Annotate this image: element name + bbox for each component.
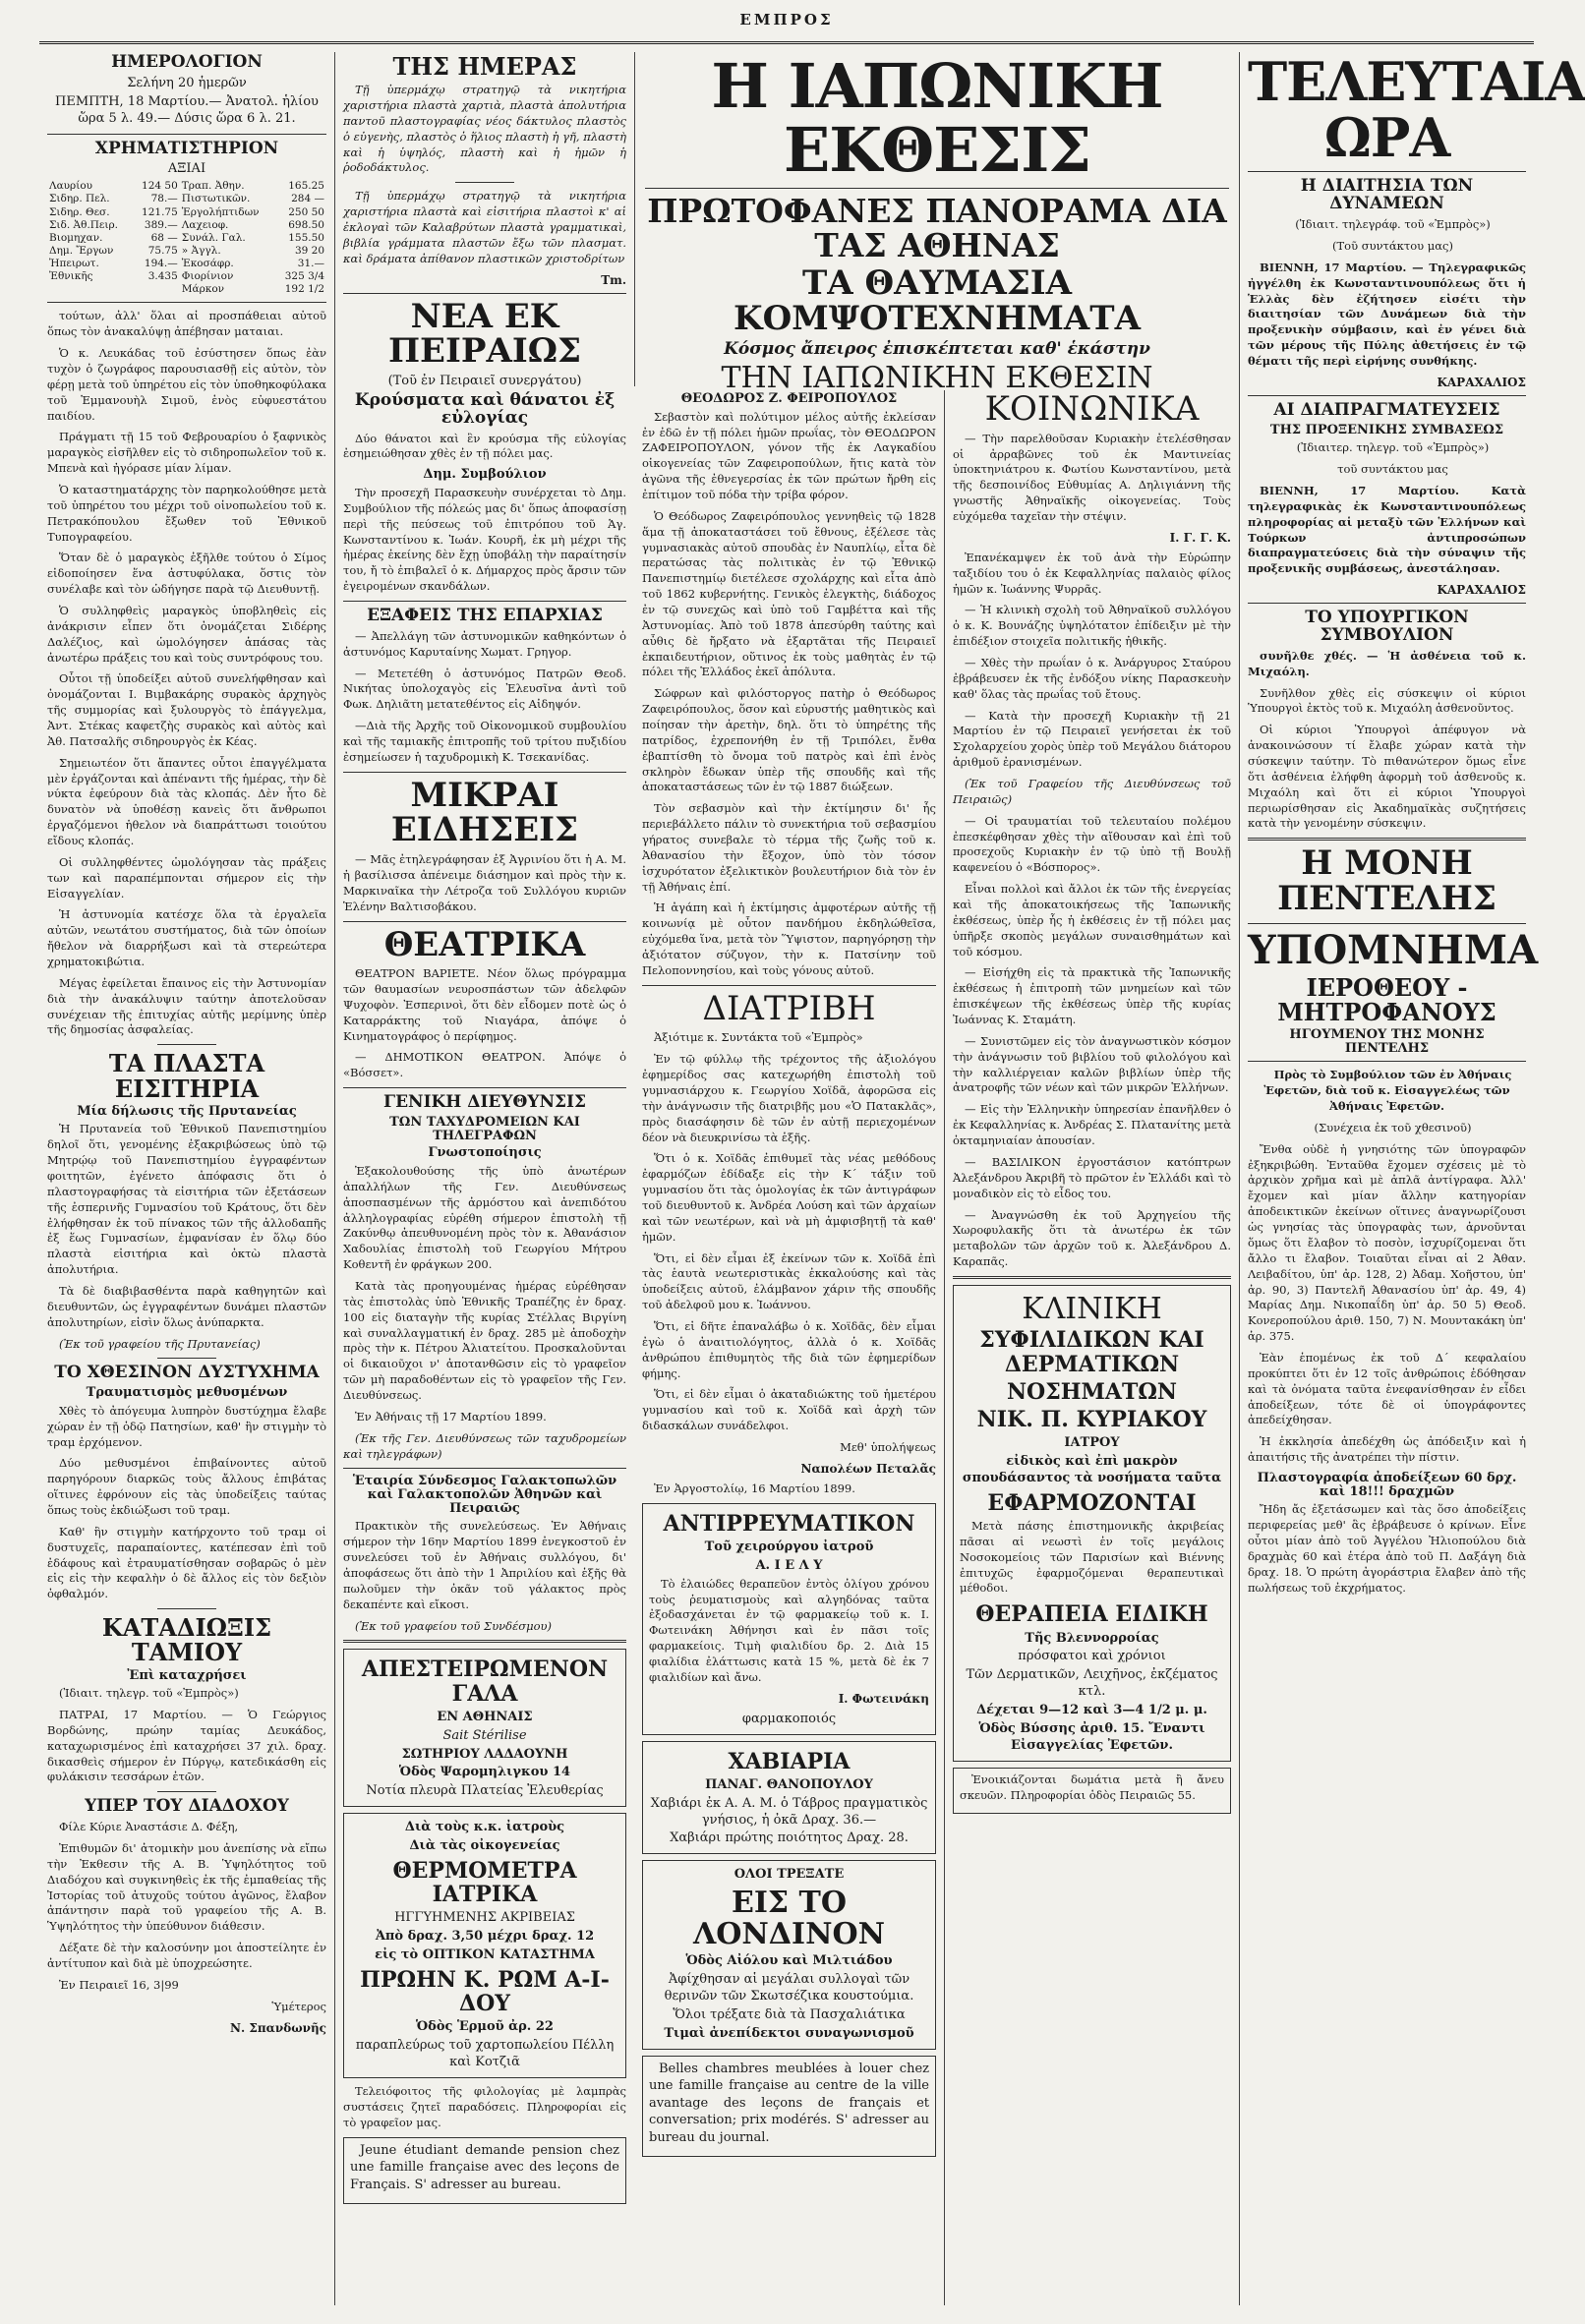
headline: ΜΙΚΡΑΙ ΕΙΔΗΣΕΙΣ <box>390 775 579 850</box>
divider <box>1248 1061 1526 1062</box>
ad-line: ΠΑΝΑΓ. ΘΑΝΟΠΟΥΛΟΥ <box>705 1776 873 1792</box>
divider <box>642 985 936 986</box>
article-paragraph: Ὁ κ. Λευκάδας τοῦ ἐσύστησεν ὅπως ἐὰν τυχὸν ὁ ζωγράφος παρουσιασθῇ εἰς αὐτὸν, τὸν φέρῃ μετὰ τοῦ ὑπηρέτου εἰς τὸν ὑποθηκοφύλακα τοῦ Ἑμμανουὴλ Σιμοῦ, ἑνὸς εὐφυεστάτου παιδίου. <box>47 346 326 423</box>
cell <box>47 283 133 296</box>
subheadline: Κρούσματα καὶ θάνατοι ἐξ εὐλογίας <box>354 389 616 428</box>
cell: 3.435 <box>147 270 178 283</box>
cell: Σιδηρ. Θεσ. <box>49 205 110 218</box>
banner-title: Η ΙΑΠΩΝΙΚΗ ΕΚΘΕΣΙΣ <box>711 50 1163 187</box>
headline: ΚΟΙΝΩΝΙΚΑ <box>984 389 1200 429</box>
ad-title: ΑΠΕΣΤΕΙΡΩΜΕΝΟΝ ΓΑΛΑ <box>361 1656 609 1707</box>
ad-line: Ἀπὸ δραχ. 3,50 μέχρι δραχ. 12 <box>375 1929 595 1945</box>
cell: 31.— <box>297 258 324 269</box>
table-row <box>47 258 326 270</box>
article-paragraph: Ἀξιότιμε κ. Συντάκτα τοῦ «Ἐμπρὸς» <box>654 1030 863 1045</box>
cell: 194.— <box>144 258 178 269</box>
headline: ΙΕΡΟΘΕΟΥ - ΜΗΤΡΟΦΑΝΟΥΣ <box>1277 972 1497 1026</box>
article-paragraph: Πρακτικὸν τῆς συνελεύσεως. Ἐν Ἀθήναις σήμερον τὴν 16ην Μαρτίου 1899 ἐνεγκοστοῦ ἐν συνελεύσει τοῦ ἐν Ἀθήναις συλλόγου, δι' ἀποφάσεως ὅτι ἀπὸ τὴν 1 Ἀπριλίου καὶ ἑξῆς θὰ πωλοῦμεν τὴν ὀκᾶν τοῦ γάλακτος πρὸς δεκαπέντε καὶ εἴκοσι. <box>343 1519 626 1611</box>
article-paragraph: (Συνέχεια ἐκ τοῦ χθεσινοῦ) <box>1314 1120 1472 1134</box>
article-paragraph: Ἡ Πρυτανεία τοῦ Ἐθνικοῦ Πανεπιστημίου δηλοῖ ὅτι, γενομένης ἐξακριβώσεως ὑπὸ τῷ Μητρῴῳ τοῦ Πανεπιστημίου ἐγγραφέντων φοιτητῶν, ἐγένετο ἀπόφασις ὅτι ὁ πλαστογραφήσας τὰ εἰσιτήρια τῶν ἐξετάσεων τῆς ἐσπερινῆς Γυμνασίου τοῦ Κράτους, ὅτι δὲν ἐλήφθησαν ἐκ τοῦ πίνακος τῶν τῆς ἀλλοδαπῆς ἐξ ἕως Γυμνασίων, ἐμφανίσαν ἐν ὅλῳ δύο πλαστὰ εἰσιτήρια καὶ ὀκτὼ πλαστὰ ἀπολυτήρια. <box>47 1122 326 1277</box>
table-row <box>47 206 326 219</box>
subheadline: Γνωστοποίησις <box>428 1145 542 1161</box>
article-paragraph: —Διὰ τῆς Ἀρχῆς τοῦ Οἰκονομικοῦ συμβουλίου καὶ τῆς ταμιακῆς ἐπιτροπῆς τοῦ τρίτου πυξιδίου ἐσημείωσεν ἡ ταχυδρομικὴ Κ. Τσεκανίδας. <box>343 719 626 764</box>
ad-line: Διὰ τοὺς κ.κ. ἰατροὺς <box>404 1820 565 1835</box>
headline: ΕΞΑΦΕΙΣ ΤΗΣ ΕΠΑΡΧΙΑΣ <box>367 605 603 625</box>
headline: ΘΕΑΤΡΙΚΑ <box>383 924 586 964</box>
cell: Φιορίνιον <box>181 270 234 283</box>
cell: Βιομηχαν. <box>49 231 103 244</box>
article-paragraph: Κατὰ τὰς προηγουμένας ἡμέρας εὑρέθησαν τὰς ἐπιστολὰς ὑπὸ Ἐθνικῆς Τραπέζης ἐν δραχ. 100 εἰς διαταγὴν τῆς κυρίας Στέλλας Βιργίνη καὶ συναλλαγματική ἐν δραχ. 285 μὲ ἀποδοχὴν πρὸς τὴν κ. Πέτρου Ἀλιατείτου. Προσκαλοῦνται οἱ δικαιοῦχοι ν' ἀποτανθῶσιν εἰς τὸ γραφεῖον τῶν μὴ παραδοθέντων εἰς τὸ γραφεῖον τῆς Γεν. Διευθύνσεως. <box>343 1278 626 1402</box>
signature: ΚΑΡΑΧΑΛΙΟΣ <box>1437 375 1526 389</box>
article-paragraph: (Τοῦ συντάκτου μας) <box>1332 238 1453 253</box>
article-paragraph: Τὰ δὲ διαβιβασθέντα παρὰ καθηγητῶν καὶ διευθυντῶν, ὡς ἐγγραφέντων δυνάμει πλαστῶν ἀπολυτηρίων, εἰσὶν ὅλως ἀνύπαρκτα. <box>47 1283 326 1329</box>
headline: Η ΔΙΑΙΤΗΣΙΑ ΤΩΝ ΔΥΝΑΜΕΩΝ <box>1300 176 1474 214</box>
subheadline: Δημ. Συμβούλιον <box>423 467 547 483</box>
article-paragraph: Φίλε Κύριε Ἀναστάσιε Δ. Φέξη, <box>59 1820 239 1834</box>
classified-ad: Jeune étudiant demande pension chez une famille française avec des leçons de Français. S' adresser au bureau. <box>350 2142 619 2192</box>
ad-title: ΕΙΣ ΤΟ ΛΟΝΔΙΝΟΝ <box>692 1886 886 1951</box>
headline-last-hour: ΤΕΛΕΥΤΑΙΑ ΩΡΑ <box>1248 50 1585 169</box>
divider <box>157 1791 216 1792</box>
cell: Ἐθνικῆς <box>49 270 93 283</box>
article-paragraph: τούτων, ἀλλ' ὅλαι αἱ προσπάθειαι αὐτοῦ ὅπως τὸν ἀνακαλύψῃ ἀπέβησαν ματαιαι. <box>47 309 326 339</box>
article-paragraph: Ὅτι, εἰ δὲν εἶμαι ὁ ἀκαταδιώκτης τοῦ ἡμετέρου γυμνασίου καὶ τοῦ κ. Χοϊδᾶ καὶ ἀρχὴ τῶν διδασκάλων συνάδελφοι. <box>642 1387 936 1433</box>
article-paragraph: — Οἱ τραυματίαι τοῦ τελευταίου πολέμου ἐπεσκέφθησαν χθὲς τὴν αἴθουσαν καὶ ἐπὶ τοῦ προσεχοῦς Κυριακὴν ἐν τῷ ὑπὸ τῇ Βουλῇ καφενείου ὁ «Βόσπορος». <box>953 813 1231 875</box>
article-paragraph: Σώφρων καὶ φιλόστοργος πατὴρ ὁ Θεόδωρος Ζαφειρόπουλος, ὅσον καὶ εὐρυστής μαθητικὸς καὶ ποίησαν τὴν ἀρετὴν, δηλ. ὅτι τὸ ὑπηρέτης τῆς πατρίδος, ἐχρεπονήθη ἐν τῇ Τριπόλει, ἔνθα ἐβαπτίσθη τὸ ὄνομα τοῦ πατρὸς καὶ ἐπὶ ἐνὸς σκληρὸν ἔδωκαν ὑπὲρ τῆς σπουδῆς καὶ τῆς ἀποκαταστάσεως τῶν ἐν τῷ 1887 διώξεων. <box>642 686 936 794</box>
article-paragraph: Ἔνθα οὐδὲ ἡ γνησιότης τῶν ὑπογραφῶν ἐξηκριβώθη. Ἐνταῦθα ἔχομεν σχέσεις μὲ τὸ ἀρχικὸν χρῆμα καὶ μὲ ἀπλᾶ ἀντίγραφα. Ἀλλ' ἔχομεν καὶ μίαν ἄλλην κατηγορίαν ἀποδεικτικῶν ἐκείνων οἵτινες ἀναγνωρίζουσι ὡς γνησίας τὰς ὑπογραφὰς των, ἀρνοῦνται ὅμως ὅτι ἔλαβον τὸ ποσὸν, ἰσχυρίζομεναι ὅτι ἄλλο τι ἔλαβον. Τοιαῦται εἶναι αἱ 2 Ἀθαν. Λειβαδίτου, ὑπ' ἀρ. 128, 2) Ἀδαμ. Χοῆστου, ὑπ' ἀρ. 90, 3) Παντελῆ Ἀθανασίου ὑπ' ἀρ. 49, 4) Μαρίας Δημ. Νικοπαΐδη ὑπ' ἀρ. 50 5) Θεοδ. Κονεροπούλου ἀριθ. 150, 7) Ν. Μουντακάκη ὑπ' ἀρ. 375. <box>1248 1141 1526 1344</box>
ad-line: ΙΑΤΡΟΥ <box>1064 1435 1120 1451</box>
article-paragraph: Δύο μεθυσμένοι ἐπιβαίνοντες αὐτοῦ παρηγόρουν διαρκῶς τοὺς ἄλλους ἐπιβάτας οἵτινες ἐφρόνουν εἰς τὰς ὑποδείξεις ταύτας ὅπως τοὺς ἐκδιώξωσι τοῦ τραμ. <box>47 1456 326 1518</box>
divider <box>1248 171 1526 172</box>
headline: ΘΕΟΔΩΡΟΣ Ζ. ΦΕΙΡΟΠΟΥΛΟΣ <box>680 391 898 406</box>
article-paragraph: Ἐν Ἀργοστολίῳ, 16 Μαρτίου 1899. <box>654 1481 855 1495</box>
ad-line: Τιμαὶ ἀνεπίδεκτοι συναγωνισμοῦ <box>664 2025 914 2041</box>
exchange-sub: ΑΞΙΑΙ <box>167 161 206 177</box>
divider <box>1248 923 1526 924</box>
ad-line: ΟΛΟΙ ΤΡΕΞΑΤΕ <box>734 1867 845 1883</box>
cell: 155.50 <box>288 231 324 244</box>
article-paragraph: Ἡ ἀστυνομία κατέσχε ὅλα τὰ ἐργαλεῖα αὐτῶν, νεωτάτου συστήματος, διὰ τῶν ὁποίων ἤθελον νὰ διαρρήξωσι καὶ τὰ στερεώτερα χρηματοκιβώτια. <box>47 907 326 969</box>
cell: » Ἀγγλ. <box>181 244 221 257</box>
headline: ΤΩΝ ΤΑΧΥΔΡΟΜΕΙΩΝ ΚΑΙ ΤΗΛΕΓΡΑΦΩΝ <box>389 1115 580 1143</box>
article-paragraph: (Ἰδιαιτ. τηλεγρ. τοῦ «Ἐμπρὸς») <box>59 1686 239 1701</box>
article-paragraph: ΠΑΤΡΑΙ, 17 Μαρτίου. — Ὁ Γεώργιος Βορδώνης, πρώην ταμίας Δευκάδος, καταχωρισμένος ἐπὶ καταχρήσει 37 χιλ. δραχ. δικασθεὶς σήμερον ἐν Πύργῳ, κατεδικάσθη εἰς φυλάκισιν τεσσάρων ἐτῶν. <box>47 1708 326 1784</box>
column-1 <box>39 52 334 2305</box>
article-paragraph: Ἐξακολουθούσης τῆς ὑπὸ ἀνωτέρων ἀπαλλήλων τῆς Γεν. Διευθύνσεως ἀποσπασμένων τῆς ἀρμόστου καὶ ἀνεπιδότου ἀλληλογραφίας εὑρέθη σήμερον ἐπιστολὴ τῇ Ζακύνθῳ ἀπευθυνομένη πρὸς τὸν κ. Ἀθανάσιον Χαδουλίας ἐπιστολὴ τοῦ Γεωργίου Μήτρου Κοθεντῆ ἐν φράγκων 200. <box>343 1163 626 1272</box>
divider <box>1248 395 1526 396</box>
article-paragraph: — Χθὲς τὴν πρωΐαν ὁ κ. Ἀνάργυρος Σταύρου ἐβράβευσεν ἐκ τῆς ἐνδόξου νίκης Παρασκευὴν καθ' ὅλας τὰς πρωΐας τοῦ ἔτους. <box>953 656 1231 701</box>
article-paragraph: Ὅτι ὁ κ. Χοϊδᾶς ἐπιθυμεῖ τὰς νέας μεθόδους ἐφαρμόζων ἐδίδαξε εἰς τὴν Κ΄ τάξιν τοῦ γυμνασίου ὅτι τὰς ὁμολογίας ἐκ τῶν ἀντιγράφων τοῦ διευθυντοῦ κ. Ἀνδρέα Λούση καὶ τῶν ἀρχαίων καὶ τῶν νεωτέρων, καὶ νὰ μὴ ἀμφισβητῇ τὰ καθ' ἡμῶν. <box>642 1151 936 1244</box>
signature: Ι. Γ. Γ. Κ. <box>1169 530 1231 545</box>
column-5 <box>1239 50 1585 2305</box>
divider <box>157 1358 216 1359</box>
ad-line: Ὁδὸς Βύσσης ἀριθ. 15. Ἔναντι Εἰσαγγελίας Ἐφετῶν. <box>978 1720 1205 1753</box>
headline: ΝΕΑ ΕΚ ΠΕΙΡΑΙΩΣ <box>387 296 582 372</box>
headline: ΓΕΝΙΚΗ ΔΙΕΥΘΥΝΣΙΣ <box>383 1092 586 1113</box>
subheadline: ΗΓΟΥΜΕΝΟΥ ΤΗΣ ΜΟΝΗΣ ΠΕΝΤΕΛΗΣ <box>1289 1027 1485 1056</box>
article-paragraph: Ἐπιθυμῶν δι' ἀτομικὴν μου ἀνεπίσης νὰ εἴπω τὴν Ἐκθεσιν τῆς Α. Β. Ὑψηλότητος τοῦ Διαδόχου καὶ συγκινηθεὶς ἐκ τῆς ἐμπαθείας τῆς Ἰστορίας τοῦ ἀτυχοῦς τούτου ἀγῶνος, ἔλαβον ἀπάντησιν παρὰ τοῦ γραφείου τῆς Α. Β. Ὑψηλότητος τὴν ὑπεύθυνον διάθεσιν. <box>47 1841 326 1934</box>
article-paragraph: — Συνιστῶμεν εἰς τὸν ἀναγνωστικὸν κόσμον τὴν ἀνάγνωσιν τοῦ βιβλίου τοῦ φιλολόγου καὶ τὴν καλλιέργειαν καλῶν βιβλίων ὑπὲρ τῆς ἀνατροφῆς τῶν νέων καὶ τῶν μικρῶν Ἑλλήνων. <box>953 1033 1231 1095</box>
cell: 165.25 <box>288 180 324 193</box>
classified-ad-french <box>642 2056 936 2158</box>
ad-line: ΠΡΩΗΝ Κ. ΡΩΜ Α-Ι-ΔΟΥ <box>360 1967 610 2017</box>
headline: ΔΙΑΤΡΙΒΗ <box>702 988 876 1028</box>
headline: ΤΗΣ ΗΜΕΡΑΣ <box>392 52 577 81</box>
article-paragraph: Ἐν τῷ φύλλῳ τῆς τρέχοντος τῆς ἀξιολόγου ἐφημερίδος σας κατεχωρήθη ἐπιστολὴ τοῦ γυμνασιάρχου κ. Γεωργίου Χοϊδᾶ, ἀφορῶσα εἰς τὴν ἀνάγνωσιν τῆς διατριβῆς μου «Ὁ Πατακλᾶς», πρὸς διασάφησιν δὲ τῶν ἐν αὐτῇ περιεχομένων δέον νὰ διευκρινίσω τὰ ἑξῆς. <box>642 1052 936 1144</box>
divider <box>343 1468 626 1469</box>
exchange-title: ΧΡΗΜΑΤΙΣΤΗΡΙΟΝ <box>94 138 279 158</box>
cell: Πιστωτικῶν. <box>181 193 251 205</box>
article-paragraph: (Ἐκ τοῦ γραφείου τοῦ Συνδέσμου) <box>355 1618 552 1633</box>
article-paragraph: Ἐν Πειραιεῖ 16, 3|99 <box>59 1977 179 1992</box>
cell: 68 — <box>150 231 178 244</box>
headline: ΤΟ ΥΠΟΥΡΓΙΚΟΝ ΣΥΜΒΟΥΛΙΟΝ <box>1305 608 1469 645</box>
ad-line: Τῆς Βλεννορροίας <box>1025 1630 1159 1646</box>
article-paragraph: Ὁ καταστηματάρχης τὸν παρηκολούθησε μετὰ τοῦ ὑπηρέτου του μέχρι τοῦ οἰνοπωλείου τοῦ κ. Πετρακόπουλου ἔξωθεν τοῦ Ἐθνικοῦ Τυπογραφείου. <box>47 482 326 544</box>
ad-line: πρόσφατοι καὶ χρόνιοι <box>1018 1649 1166 1664</box>
article-paragraph: Ἐπανέκαμψεν ἐκ τοῦ ἀνὰ τὴν Εὐρώπην ταξιδίου του ὁ ἐκ Κεφαλληνίας παλαιὸς φίλος ἡμῶν κ. Ἰωάννης Ψυρρᾶς. <box>953 550 1231 596</box>
cell: 284 — <box>291 193 324 205</box>
article-paragraph: Μέγας ἐφείλεται ἔπαινος εἰς τὴν Ἀστυνομίαν διὰ τὴν ἀνακάλυψιν ταύτην ἀποτελοῦσαν συνέχειαν τῆς ἐπιτυχίας αὐτῆς μερίμνης ὑπὲρ τῆς δημοσίας ἀσφαλείας. <box>47 975 326 1037</box>
article-paragraph: — Ἡ κλινικὴ σχολὴ τοῦ Ἀθηναϊκοῦ συλλόγου ὁ κ. Κ. Βουνάζης ὑψηλότατον ἐπίδειξιν μὲ τὴν ἐπιδέξιον στοιχεῖα πολιτικῆς ἠθικῆς. <box>953 603 1231 649</box>
headline: ΤΑ ΠΛΑΣΤΑ ΕΙΣΙΤΗΡΙΑ <box>108 1049 265 1103</box>
divider <box>47 134 326 135</box>
subheadline: Πλαστογραφία ἀποδείξεων 60 δρχ. καὶ 18!!! δραχμῶν <box>1257 1470 1517 1499</box>
article-paragraph: — Τὴν παρελθοῦσαν Κυριακὴν ἐτελέσθησαν οἱ ἀρραβῶνες τοῦ ἐκ Μαντινείας ὑποκτηνιάτρου κ. Φωτίου Κωνσταντίνου, μετὰ τῆς δεσποινίδος Εὐθυμίας Α. Δηλιγιάννη τῆς γνωστῆς Ἀθηναϊκῆς οἰκογενείας. Τοὺς εὐχόμεθα ταχεῖαν τὴν στέψιν. <box>953 431 1231 523</box>
advertisement-london-store <box>642 1860 936 2049</box>
ad-line: ΣΩΤΗΡΙΟΥ ΛΑΔΑΟΥΝΗ <box>401 1746 568 1762</box>
table-row <box>47 283 326 296</box>
advertisement-milk <box>343 1649 626 1807</box>
article-paragraph: συνῆλθε χθές. — Ἡ ἀσθένεια τοῦ κ. Μιχαόλη. <box>1248 648 1526 678</box>
article-paragraph: Ὅταν δὲ ὁ μαραγκὸς ἐξῆλθε τούτου ὁ Σίμος εἰδοποίησεν ἕνα ἀστυφύλακα, ὅστις τὸν συνέλαβε καὶ τὸν ὡδήγησε παρὰ τῷ Διευθυντῇ. <box>47 551 326 597</box>
article-paragraph: Ὅτι, εἰ δῆτε ἐπαναλάβω ὁ κ. Χοϊδᾶς, δὲν εἶμαι ἐγὼ ὁ ἀναιτιολόγητος, ἀλλὰ ὁ κ. Χοϊδᾶς ἀνθρώπου ἐπιθυμητὸς τῆς διὰ τῶν ἐφημερίδων φήμης. <box>642 1319 936 1380</box>
article-paragraph: — Ἀπελλάγη τῶν ἀστυνομικῶν καθηκόντων ὁ ἀστυνόμος Καρυταίνης Χωματ. Γρηγορ. <box>343 628 626 659</box>
ad-line: παραπλεύρως τοῦ χαρτοπωλείου Πέλλη καὶ Κοτζιᾶ <box>355 2038 615 2070</box>
advertisement-caviar <box>642 1741 936 1855</box>
article-paragraph: — Μετετέθη ὁ ἀστυνόμος Πατρῶν Θεοδ. Νικήτας ὑπολοχαγὸς εἰς Ἐλευσῖνα ἀντὶ τοῦ Φωκ. Δηλιᾶτη μετατεθέντος εἰς Αἰδηψόν. <box>343 666 626 712</box>
article-paragraph: Ὁ Θεόδωρος Ζαφειρόπουλος γεννηθεὶς τῷ 1828 ἅμα τῇ ἀποκαταστάσει τοῦ ἔθνους, ἐξέλεσε τὰς γυμνασιακὰς αὐτοῦ σπουδὰς ἐν Ναυπλίῳ, εἶτα δὲ περατώσας τὰς πολιτικὰς ἐν τῷ Ἐθνικῷ Πανεπιστημίῳ διετέλεσε σχολάρχης καὶ εἶτα ἀπὸ τοῦ 1862 κυβερνήτης. Γενικὸς ἐλεγκτὴς, διάδοχος ἐν τῷ συνεχῶς καὶ ὑπὸ τοῦ Γαμβέττα καὶ τῆς Ἀστυνομίας. Ἀπὸ τοῦ 1878 ἀπεσύρθη ταύτης καὶ αὖθις δὲ ἤρξατο νὰ ἐξαρτᾶται τῆς Πειραιεῖ ἐκπαιδευτήριον, οὕτινος ἐκ τοὺς μαθητὰς ἐν τῷ πόλει τῆς Ἑλλάδος ἐκεῖ ἀπόλυτα. <box>642 508 936 679</box>
article-paragraph: — ΒΑΣΙΛΙΚΟΝ ἐργοστάσιον κατόπτρων Ἀλεξάνδρου Ἀκριβῆ τὸ πρῶτον ἐν Ἑλλάδι καὶ τὸ μοναδικὸν εἰς τὸ εἶδος του. <box>953 1154 1231 1200</box>
ad-line: Τοῦ χειρούργου ἰατροῦ <box>704 1539 874 1554</box>
divider <box>343 601 626 602</box>
signature: Ναπολέων Πεταλᾶς <box>800 1461 936 1476</box>
ad-text: Μετὰ πάσης ἐπιστημονικῆς ἀκριβείας πᾶσαι αἱ νεωστὶ ἐν τοῖς μεγάλοις Νοσοκομείοις τῶν Παρισίων καὶ Βιέννης ἐπιτυχῶς ἐφαρμοζόμεναι θεραπευτικαὶ μέθοδοι. <box>960 1519 1224 1596</box>
classified-ad: Τελειόφοιτος τῆς φιλολογίας μὲ λαμπρὰς συστάσεις ζητεῖ παραδόσεις. Πληροφορίαι εἰς τὸ γραφεῖον μας. <box>343 2084 626 2129</box>
article-paragraph: Σεβαστὸν καὶ πολύτιμον μέλος αὐτῆς ἐκλείσαν ἐν ἐδῶ ἐν τῇ πόλει ἡμῶν πρωΐας, τὸν ΘΕΟΔΩΡΟΝ ΖΑΦΕΙΡΟΠΟΥΛΟΝ, γόνον τῆς ἐκ Λαγκαδίου οἰκογενείας τῶν Ζαφειροπούλων, ἥτις κατὰ τὸν ἀγῶνα τῆς ἐθνεγερσίας ἐκ τῶν πρώτων ἤρθη εἰς ἐπίτιμον τοῦ πόδα τὴν τρίβα φόρον. <box>642 409 936 501</box>
calendar-line: Σελήνη 20 ἡμερῶν <box>127 75 247 90</box>
signature: Ι. Φωτεινάκη <box>838 1691 929 1706</box>
ad-line: Ὁδὸς Ἑρμοῦ ἀρ. 22 <box>416 2019 554 2035</box>
cell: 121.75 <box>142 205 178 218</box>
article-paragraph: Ὅτι, εἰ δὲν εἶμαι ἐξ ἐκείνων τῶν κ. Χοϊδᾶ ἐπὶ τὰς ἑαυτὰ νεωτεριστικὰς ἐκκαλούσης καὶ τὰς ὑποδείξεις αὐτοῦ, ἐλάμβανον χάριν τῆς σπουδῆς τοῦ ἀδελφοῦ μου κ. Ἰωάννου. <box>642 1250 936 1312</box>
advertisement-thermometers <box>343 1813 626 2078</box>
cell: 192 1/2 <box>284 283 324 296</box>
ad-line: ΝΙΚ. Π. ΚΥΡΙΑΚΟΥ <box>976 1407 1207 1432</box>
advertisement-antirheumatic <box>642 1503 936 1735</box>
table-row <box>47 180 326 193</box>
banner-subtitle: ΤΑ ΘΑΥΜΑΣΙΑ ΚΟΜΨΟΤΕΧΝΗΜΑΤΑ <box>734 263 1141 339</box>
cell: Ἐργολήπτιδων <box>181 205 260 218</box>
ad-text: Τὸ ἐλαιώδες θεραπεῦον ἐντὸς ὀλίγου χρόνου τοὺς ῥευματισμοὺς καὶ αλγηδόνας ταῦτα ἐξοδασχάνεται ἐν τῷ φαρμακείῳ τοῦ κ. Ι. Φωτεινάκη Ἀθήνησι καὶ ἐν πᾶσι τοῖς φαρμακείοις. Τιμὴ φιαλιδίου δρ. 2. Διὰ 15 φιαλίδια ἐλάττωσις κατὰ 15 %, μετὰ δὲ ἐκ 7 φιαλιδίων καὶ ἄνω. <box>649 1576 929 1684</box>
subheadline: Τραυματισμὸς μεθυσμένων <box>86 1385 288 1401</box>
masthead <box>0 0 1573 39</box>
headline: Ἑταιρία Σύνδεσμος Γαλακτοπωλῶν καὶ Γαλακτοπολῶν Ἀθηνῶν καὶ Πειραιῶς <box>352 1474 617 1516</box>
article-paragraph: — Εἰσήχθη εἰς τὰ πρακτικὰ τῆς Ἰαπωνικῆς ἐκθέσεως ἡ ἐπιτροπὴ τῶν μνημείων καὶ τῶν ἐπισκέψεων τῆς ἐκθέσεως ὑπὲρ τῆς κυρίας Ἰωάννας Κ. Σταμάτη. <box>953 965 1231 1027</box>
advertisement-clinic <box>953 1285 1231 1762</box>
column-3 <box>634 390 944 2305</box>
article-paragraph: Ἤδη ἄς ἐξετάσωμεν καὶ τὰς ὅσο ἀποδείξεις περιφερείας μεθ' ἃς ἐβράβευσε ὁ κρίνων. Εἶνε οὗτοι μίαν ἀπὸ τοῦ Ἀγγέλου Ἠλιοπούλου διὰ δραχμὰς 60 καὶ ἑτέρα ἀπὸ τοῦ Π. Δαξάγη διὰ δραχ. 18. Ὁ πρώτη ἀγοράστρια ἔλαβεν ἀπὸ τῆς πωλήσεως τοῦ ἐκχρήματος. <box>1248 1502 1526 1595</box>
article-paragraph: (Ἰδιαιτ. τηλεγράφ. τοῦ «Ἐμπρὸς») <box>1295 217 1491 232</box>
cell: 250 50 <box>288 205 324 218</box>
calendar-title: ΗΜΕΡΟΛΟΓΙΟΝ <box>111 52 263 72</box>
table-row <box>47 245 326 258</box>
article-paragraph: Ἐὰν ἑπομένως ἐκ τοῦ Δ΄ κεφαλαίου προκύπτει ὅτι ἐν 12 τοῖς ἀνθρώποις ἐδόθησαν καὶ τὰ ὀνόματα ταῦτα ἐνεφανίσθησαν ἐν εἶδει ἀποδείξεων, τότε δὲ οἱ ὑπογράφοντες ἀπεδείχθησαν. <box>1248 1350 1526 1427</box>
cell: 75.75 <box>147 244 178 257</box>
article-paragraph: Μεθ' ὑπολήψεως <box>840 1440 936 1455</box>
classified-ad: Belles chambres meublées à louer chez une famille française au centre de la ville avantage des leçons de français et conversation; prix modérés. S' adresser au bureau du journal. <box>649 2061 929 2145</box>
cell: 124 50 <box>142 180 178 193</box>
headline: Η ΜΟΝΗ ΠΕΝΤΕΛΗΣ <box>1277 843 1497 918</box>
cell: 78.— <box>150 193 178 205</box>
ad-line: ΕΝ ΑΘΗΝΑΙΣ <box>437 1709 533 1724</box>
article-paragraph: Καθ' ἣν στιγμὴν κατήρχοντο τοῦ τραμ οἱ δυστυχεῖς, παραπαίοντες, κατέπεσαν ἐπὶ τοῦ ἐδάφους καὶ ἐτραυματίσθησαν σοβαρῶς ὁ μὲν εἰς εἰς τὴν κεφαλὴν ὁ δὲ ἄλλος εἰς τὸν δεξιὸν ὀφθαλμόν. <box>47 1524 326 1601</box>
divider <box>343 293 626 294</box>
article-paragraph: Πράγματι τῇ 15 τοῦ Φεβρουαρίου ὁ ξαφνικὸς μαραγκὸς εἰσῆλθεν εἰς τὸ σιδηροπωλεῖον τοῦ κ. Μπενὰ καὶ ἠγόρασε μίαν λίμαν. <box>47 430 326 476</box>
ad-line: Ὅλοι τρέξατε διὰ τὰ Πασχαλιάτικα <box>673 2006 906 2022</box>
ad-line: ΣΥΦΙΛΙΔΙΚΩΝ ΚΑΙ ΔΕΡΜΑΤΙΚΩΝ <box>979 1327 1204 1377</box>
ad-title: ΑΝΤΙΡΡΕΥΜΑΤΙΚΟΝ <box>663 1510 915 1537</box>
headline: ΥΠΟΜΝΗΜΑ <box>1248 926 1539 973</box>
cell: Λαχειοφ. <box>181 218 229 231</box>
article-paragraph: Δέξατε δὲ τὴν καλοσύνην μοι ἀποστείλητε ἐν ἀντίτυπον καὶ διὰ μὲ ὑποχρεώσητε. <box>47 1941 326 1971</box>
article-paragraph: Τὸν σεβασμὸν καὶ τὴν ἐκτίμησιν δι' ἧς περιεβάλλετο πάλιν τὸ συνεκτήρια τοῦ σεβασμίου γήρατος συνεβαλε τὸ τέρμα τῆς ζωῆς τοῦ κ. Ἀθανασίου τὴν ἔξοχον, ὑπὸ τὸν τόσον ἰσχυρότατον ἐξελικτικὸν βουλευτήριον διὰ τὸν ἐν τῇ Ἀθήναις ἐπί. <box>642 801 936 894</box>
table-row <box>47 193 326 205</box>
article-paragraph: Ἡ ἀγάπη καὶ ἡ ἐκτίμησις ἀμφοτέρων αὐτῆς τῇ κοινωνίᾳ μὲ οὗτον πανδήμου ἐκδηλώθεῖσα, εὐχόμεθα ἵνα, μετὰ τὸν Ὕψιστον, παρηγόρησῃ τὴν ἀξιότατον σύζυγον, τὴν κ. Πατσίνην τοῦ Πελοποννησίου, καὶ τοὺς γόνους αὐτοῦ. <box>642 901 936 977</box>
headline: ΚΑΤΑΔΙΩΞΙΣ ΤΑΜΙΟΥ <box>101 1613 272 1667</box>
ad-line: Ὁδὸς Ψαρομηλιγκου 14 <box>398 1765 571 1780</box>
subheadline: Ἐπὶ καταχρήσει <box>127 1667 247 1683</box>
banner-subtitle: ΤΗΝ ΙΑΠΩΝΙΚΗΝ ΕΚΘΕΣΙΝ <box>721 360 1153 395</box>
article-paragraph: Σημειωτέον ὅτι ἅπαντες οὗτοι ἐπαγγέλματα μὲν ἐργάζονται καὶ ἀπέναντι τῆς ἡμέρας, τὴν δὲ νύκτα ἐφεύρουν διὰ τὰς κλοπάς. Δὲν ἦτο δὲ δυνατὸν νὰ ὑποθέσῃ κανεὶς ὅτι ἄνθρωποι ἐργαζόμενοι ἡθελον νὰ διαπράττωσι τοιούτου εἴδους κλοπάς. <box>47 755 326 848</box>
article-paragraph: Οἱ κύριοι Ὑπουργοὶ ἀπέφυγον νὰ ἀνακοινώσουν τί ἔλαβε χώραν κατὰ τὴν σύσκεψιν ταύτην. Τὸ πιθανώτερον ὅμως εἶνε ὅτι ἀσθένεια ἐλήφθη ἀφορμὴ τοῦ ἀσθενοῦς κ. Μιχαόλη καὶ ὅτι εἰ κύριοι Ὑπουργοὶ περιωρίσθησαν εἰς Ἀκαδημαϊκὰς συζητήσεις κατὰ τὴν γενομένην σύσκεψιν. <box>1248 723 1526 831</box>
headline: ΤΗΣ ΠΡΟΞΕΝΙΚΗΣ ΣΥΜΒΑΣΕΩΣ <box>1269 422 1504 437</box>
divider <box>645 188 1229 189</box>
newspaper-page <box>39 41 1585 2305</box>
column-4 <box>944 390 1239 2305</box>
article-paragraph: — Ἀναγνώσθη ἐκ τοῦ Ἀρχηγείου τῆς Χωροφυλακῆς ὅτι τὰ ἀνωτέρω ἐκ τῶν μεταβολῶν τῶν ἀρχῶν τοῦ κ. Ἀλεξάνδρου Δ. Καραπᾶς. <box>953 1207 1231 1269</box>
ad-line: Τῶν Δερματικῶν, Λειχῆνος, ἐκζέματος κτλ. <box>966 1667 1218 1700</box>
newspaper-title: ΕΜΠΡΟΣ <box>739 11 834 29</box>
article-paragraph: — Κατὰ τὴν προσεχῆ Κυριακὴν τῇ 21 Μαρτίου ἐν τῷ Πειραιεῖ γενήσεται ἐκ τοῦ Σχολαρχείου χορὸς ὑπὲρ τοῦ Μεγάλου διάτορου ἀριθμοῦ ἐρανισμένων. <box>953 708 1231 770</box>
ad-line: Νοτία πλευρὰ Πλατείας Ἐλευθερίας <box>366 1783 604 1799</box>
article-paragraph: (Ἐκ τοῦ Γραφείου τῆς Διευθύνσεως τοῦ Πειραιῶς) <box>953 777 1231 806</box>
article-paragraph: ΒΙΕΝΝΗ, 17 Μαρτίου. — Τηλεγραφικῶς ἠγγέλθη ἐκ Κωνσταντινουπόλεως ὅτι ἡ Ἑλλὰς δὲν ἐζήτησεν εἰσέτι τὴν διαιτησίαν τῶν Δυνάμεων διὰ τὴν προξενικὴν σύμβασιν, καὶ ἐν γένει διὰ τῶν μέρους τῆς Πύλης ἀθετήσεις ἐν τῷ θέματι τῆς περὶ εἰρήνης συνθήκης. <box>1248 260 1526 368</box>
divider <box>343 921 626 922</box>
signature: Ν. Σπανδωνῆς <box>230 2020 326 2035</box>
column-2 <box>334 52 634 2305</box>
cell <box>133 283 180 296</box>
ad-line: Διὰ τὰς οἰκογενείας <box>409 1838 560 1854</box>
ad-line: Sait Stérilise <box>442 1727 527 1743</box>
divider <box>1248 603 1526 604</box>
exchange-table <box>47 180 326 296</box>
poem: Τῇ ὑπερμάχῳ στρατηγῷ τὰ νικητήρια χαριστήρια πλαστὰ χαρτιὰ, πλαστὰ ἀπολυτήρια παντοῦ πλαστογραφίας νέος δάκτυλος πλαστὸς ὁ εὐγενὴς, πλαστὸς ὁ ἥλιος πλαστὴ ἡ γῆ, πλαστὴ καὶ ἡ ὑψηλός, πλαστὴ καὶ ἡ ἡμῶν ἡ ῥοδοδάκτυλος. <box>343 83 626 175</box>
ad-line: Ὁδὸς Αἰόλου καὶ Μιλτιάδου <box>685 1953 893 1969</box>
cell: Σιδηρ. Πελ. <box>49 193 110 205</box>
article-paragraph: Δύο θάνατοι καὶ ἓν κρούσμα τῆς εὐλογίας ἐσημειώθησαν χθὲς ἐν τῇ πόλει μας. <box>343 431 626 461</box>
classified-ad-french <box>343 2137 626 2205</box>
article-paragraph: (Ἐκ τῆς Γεν. Διευθύνσεως τῶν ταχυδρομείων καὶ τηλεγράφων) <box>343 1430 626 1461</box>
ad-line: φαρμακοποιός <box>741 1711 837 1726</box>
article-paragraph: — ΔΗΜΟΤΙΚΟΝ ΘΕΑΤΡΟΝ. Ἀπόψε ὁ «Βόσσετ». <box>343 1050 626 1080</box>
article-paragraph: Ὁ συλληφθεὶς μαραγκὸς ὑποβληθεὶς εἰς ἀνάκρισιν εἶπεν ὅτι ὀνομάζεται Σιδέρης Δαλέζιος, καὶ ὡμολόγησεν ἁπάσας τὰς ἀνωτέρω πράξεις του καὶ τοὺς συντρόφους του. <box>47 603 326 665</box>
cell: 39 20 <box>294 244 324 257</box>
table-row <box>47 219 326 232</box>
divider <box>953 1276 1231 1279</box>
article-paragraph: ΒΙΕΝΝΗ, 17 Μαρτίου. Κατὰ τηλεγραφικὰς ἐκ Κωνσταντινουπόλεως πληροφορίας αἱ μεταξὺ τῶν Ἑλλήνων καὶ Τούρκων ἀντιπροσώπων διαπραγματεύσεις διὰ τὴν σύναψιν τῆς προξενικῆς συμβάσεως, ἀνεστάλησαν. <box>1248 484 1526 576</box>
divider <box>343 1087 626 1088</box>
cell: 325 3/4 <box>284 270 324 283</box>
cell: Ἠπειρωτ. <box>49 258 99 269</box>
ad-title: ΘΕΡΜΟΜΕΤΡΑ ΙΑΤΡΙΚΑ <box>392 1857 577 1908</box>
article-paragraph: (Ἰδιαιτερ. τηλεγρ. τοῦ «Ἐμπρὸς») <box>1296 440 1490 455</box>
article-paragraph: Συνῆλθον χθὲς εἰς σύσκεψιν οἱ κύριοι Ὑπουργοὶ ἐκτὸς τοῦ κ. Μιχαόλη ἀσθενοῦντος. <box>1248 685 1526 716</box>
ad-line: ΗΓΓΥΗΜΕΝΗΣ ΑΚΡΙΒΕΙΑΣ <box>394 1910 575 1926</box>
poem: Τῇ ὑπερμάχῳ στρατηγῷ τὰ νικητήρια χαριστήρια πλαστὰ καὶ εἰσιτήρια πλαστοὶ κ' αἱ ἐκλογαὶ τῶν Καλαβρύτων πλαστὰ γραμματικαὶ, βιβλία γράμματα πλαστῶν ἔξω τῶν πλασματ. καὶ δράματα ἀπίθανον πλαστικῶν χριστοδρίτων <box>343 189 626 265</box>
ad-line: ΝΟΣΗΜΑΤΩΝ <box>1006 1378 1178 1405</box>
cell: Τραπ. Ἀθην. <box>181 180 245 193</box>
table-row <box>47 270 326 283</box>
classified-ad: Ἐνοικιάζονται δωμάτια μετὰ ἢ ἄνευ σκευῶν. Πληροφορίαι ὁδὸς Πειραιῶς 55. <box>960 1772 1224 1802</box>
divider <box>47 302 326 303</box>
divider <box>343 772 626 773</box>
article-paragraph: Οὗτοι τῇ ὑποδείξει αὐτοῦ συνελήφθησαν καὶ ὀνομάζονται Ι. Βιμβακάρης συρακὸς ἀρχηγὸς τῆς συμμορίας καὶ ξυλουργὸς τὸ ἐπάγγελμα, Ἀντ. Στέκας καφετζὴς συρακὸς καὶ αὐτὸς καὶ Ἀθ. Πατσαλῆς σιδηρουργὸς ἐκ Κέας. <box>47 671 326 748</box>
ad-line: Ἀφίχθησαν αἱ μεγάλαι συλλογαὶ τῶν θερινῶν τῶν Σκωτσέζικα κουστούμια. <box>664 1972 914 2004</box>
signature: ΚΑΡΑΧΑΛΙΟΣ <box>1437 583 1526 598</box>
subheadline: (Τοῦ ἐν Πειραιεῖ συνεργάτου) <box>387 374 582 389</box>
divider <box>1248 838 1526 841</box>
article-paragraph: — Μᾶς ἐτηλεγράφησαν ἐξ Ἀγρινίου ὅτι ἡ Α. Μ. ἡ βασίλισσα ἀπένειμε διάσημον καὶ πρὸς τὴν κ. Μαρκιναῖκα τὴν Λέτροζα τοῦ Συλλόγου κυριῶν Ἑλένην Βαλτισοβάκου. <box>343 852 626 913</box>
article-paragraph: — Εἰς τὴν Ἑλληνικὴν ὑπηρεσίαν ἐπανῆλθεν ὁ ἐκ Κεφαλληνίας κ. Ἀνδρέας Σ. Πλατανίτης μετὰ ὀκταμηνιαίαν ἀπουσίαν. <box>953 1102 1231 1148</box>
ad-line: εἰδικὸς καὶ ἐπὶ μακρὸν σπουδάσαντος τὰ νοσήματα ταῦτα <box>962 1454 1222 1485</box>
ad-line: Χαβιάρι ἐκ Α. Α. Μ. ὁ Τάβρος πραγματικὸς γνήσιος, ἡ ὀκᾶ Δραχ. 36.— <box>650 1795 928 1828</box>
ad-title: ΧΑΒΙΑΡΙΑ <box>728 1748 851 1774</box>
headline: ΥΠΕΡ ΤΟΥ ΔΙΑΔΟΧΟΥ <box>85 1796 289 1817</box>
article-paragraph: Τὴν προσεχῆ Παρασκευὴν συνέρχεται τὸ Δημ. Συμβούλιον τῆς πόλεώς μας δι' ὅπως ἀποφασίσῃ περὶ τῆς πεύσεως τοῦ ἐπιτρόπου τοῦ Ἁγ. Κωνσταντίνου κ. Ἰωάν. Κουρῆ, ἐκ μὴ μέχρι τῆς ἡμέρας ἐκείνης δὲν ἔχῃ ὑποβάλῃ τὴν παραίτησίν του, ἤ τὸ ἐπιβαλεῖ ὁ κ. Δήμαρχος πρὸς ἄρσιν τῶν ἐγειρομένων σκανδάλων. <box>343 485 626 594</box>
signature: Τm. <box>601 272 626 287</box>
cell: Δημ. Ἔργων <box>49 244 114 257</box>
divider <box>343 1640 626 1643</box>
headline: ΑΙ ΔΙΑΠΡΑΓΜΑΤΕΥΣΕΙΣ <box>1273 399 1500 420</box>
article-paragraph: ΘΕΑΤΡΟΝ ΒΑΡΙΕΤΕ. Νέον ὅλως πρόγραμμα τῶν θαυμασίων νευροσπάστων τῶν ἀδελφῶν Ψυχοφὸν. Ἐσπερινοὶ, ὅτι δὲν εἶδομεν ποτὲ ὡς ὁ Καταρράκτης τοῦ Νιαγάρα, ἀπόψε ὁ Κινηματογράφος ὁ περίφημος. <box>343 966 626 1043</box>
banner-subtitle: Κόσμος ἄπειρος ἐπισκέπτεται καθ' ἑκάστην <box>724 338 1150 359</box>
cell: Συνάλ. Γαλ. <box>181 231 246 244</box>
japanese-exhibition-banner <box>634 50 1239 395</box>
cell: 698.50 <box>288 218 324 231</box>
calendar-line: ΠΕΜΠΤΗ, 18 Μαρτίου.— Ἀνατολ. ἡλίου ὥρα 5 λ. 49.— Δύσις ὥρα 6 λ. 21. <box>55 93 319 126</box>
article-paragraph: Ἐν Ἀθήναις τῇ 17 Μαρτίου 1899. <box>355 1409 547 1423</box>
cell: Μάρκον <box>181 283 225 296</box>
article-paragraph: Εἶναι πολλοὶ καὶ ἄλλοι ἐκ τῶν τῆς ἐνεργείας καὶ τῆς ἀποκατοικήσεως τῆς Ἰαπωνικῆς ἐκθέσεως, ὑπὲρ ἧς ἡ ἐκθέσεις ἐν τῇ πόλει μας ὑπῆρξε σκοπὸς μεγάλων συναισθημάτων καὶ τοῦ κόσμου. <box>953 882 1231 959</box>
article-paragraph: Πρὸς τὸ Συμβούλιον τῶν ἐν Ἀθήναις Ἐφετῶν, διὰ τοῦ κ. Εἰσαγγελέως τῶν Ἀθήναις Ἐφετῶν. <box>1263 1068 1512 1114</box>
ad-line: Α. Ι Ε Λ Υ <box>755 1557 823 1573</box>
article-paragraph: (Ἐκ τοῦ γραφείου τῆς Πρυτανείας) <box>59 1336 261 1351</box>
article-paragraph: Χθὲς τὸ ἀπόγευμα λυπηρὸν δυστύχημα ἔλαβε χώραν ἐν τῇ ὁδῷ Πατησίων, καθ' ἣν στιγμὴν τὸ τραμ ἐρχόμενον. <box>47 1403 326 1449</box>
table-row <box>47 232 326 245</box>
cell: Λαυρίου <box>49 180 93 193</box>
article-paragraph: τοῦ συντάκτου μας <box>1337 462 1448 477</box>
article-paragraph: Οἱ συλληφθέντες ὡμολόγησαν τὰς πράξεις των καὶ παραπέμπονται σήμερον εἰς τὴν Εἰσαγγελίαν. <box>47 854 326 901</box>
ad-line: ΕΦΑΡΜΟΖΟΝΤΑΙ <box>987 1489 1197 1516</box>
article-paragraph: Ὑμέτερος <box>271 1999 326 2013</box>
divider <box>455 182 514 183</box>
classified-ad-rooms <box>953 1768 1231 1815</box>
ad-line: Δέχεται 9—12 καὶ 3—4 1/2 μ. μ. <box>976 1703 1207 1718</box>
article-paragraph: Ἡ ἐκκλησία ἀπεδέχθη ὡς ἀπόδειξιν καὶ ἡ ἀπαιτήσις τῆς ἀνατρέπει τὴν πίστιν. <box>1248 1434 1526 1465</box>
ad-line: εἰς τὸ ΟΠΤΙΚΟΝ ΚΑΤΑΣΤΗΜΑ <box>375 1947 595 1963</box>
ad-line: Χαβιάρι πρώτης ποιότητος Δραχ. 28. <box>670 1830 909 1846</box>
ad-line: ΘΕΡΑΠΕΙΑ ΕΙΔΙΚΗ <box>975 1601 1208 1628</box>
cell: 389.— <box>144 218 178 231</box>
banner-subtitle: ΠΡΩΤΟΦΑΝΕΣ ΠΑΝΟΡΑΜΑ ΔΙΑ ΤΑΣ ΑΘΗΝΑΣ <box>647 192 1227 264</box>
ad-title: ΚΛΙΝΙΚΗ <box>1022 1291 1162 1326</box>
cell: Σιδ. Ἀθ.Πειρ. <box>49 218 119 231</box>
divider <box>157 1044 216 1045</box>
divider <box>157 1608 216 1609</box>
headline: ΤΟ ΧΘΕΣΙΝΟΝ ΔΥΣΤΥΧΗΜΑ <box>54 1363 320 1383</box>
subheadline: Μία δήλωσις τῆς Πρυτανείας <box>77 1103 297 1119</box>
cell: Ἐκοσάφρ. <box>181 258 234 269</box>
